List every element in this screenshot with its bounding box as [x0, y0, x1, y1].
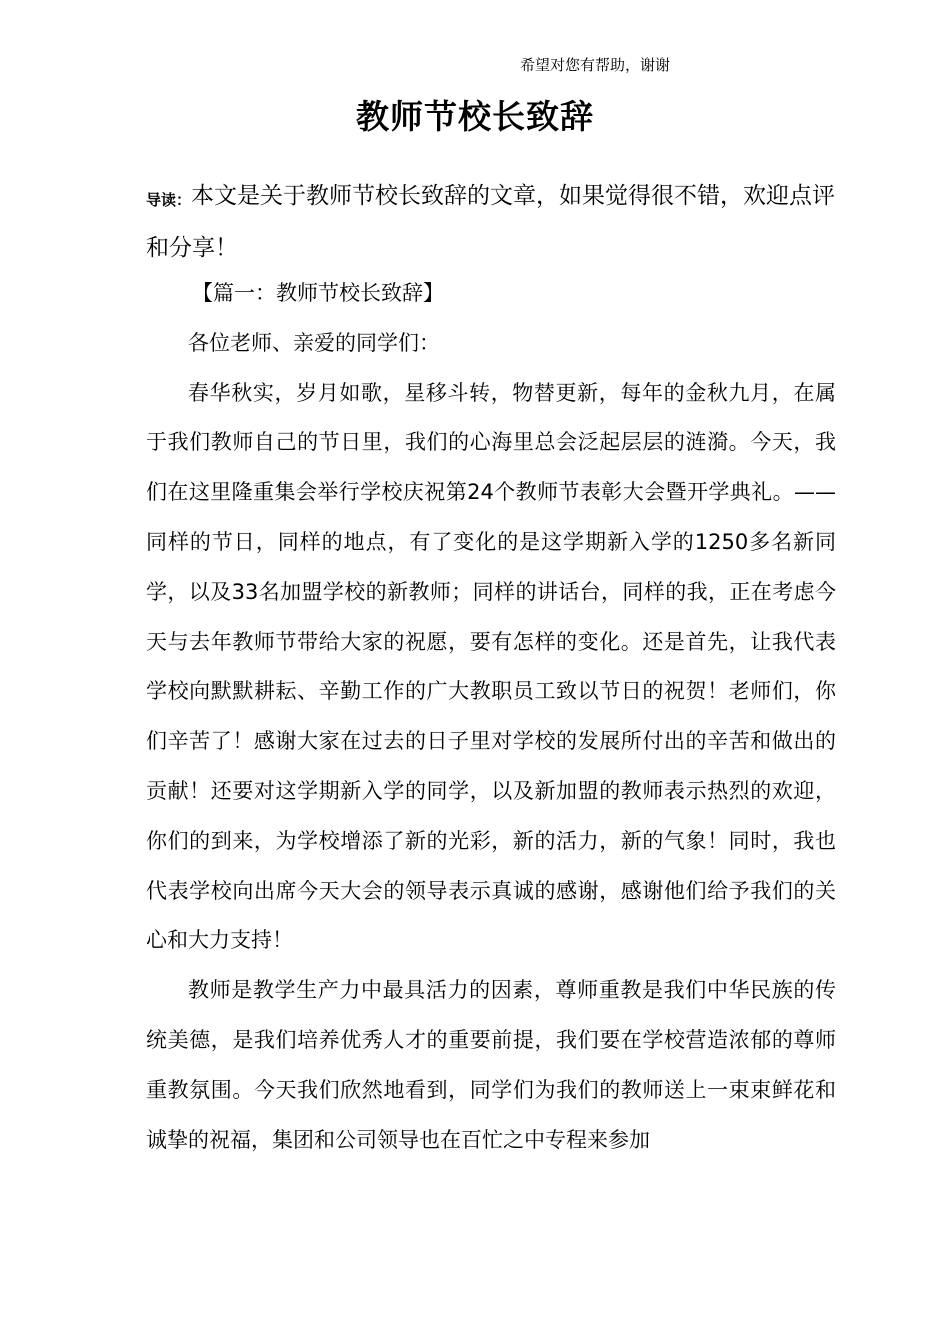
intro-label: 导读：	[146, 191, 192, 209]
document-title: 教师节校长致辞	[356, 97, 594, 136]
intro-text: 本文是关于教师节校长致辞的文章，如果觉得很不错，欢迎点评和分享！	[146, 183, 836, 261]
body-paragraph-1: 春华秋实，岁月如歌，星移斗转，物替更新，每年的金秋九月，在属于我们教师自己的节日里，我们的心海里总会泛起层层的涟漪。今天，我们在这里隆重集会举行学校庆祝第24个教师节表彰大会暨开学典礼。——同样的节日，同样的地点，有了变化的是这学期新入学的1250多名新同学，以及33名加盟学校的新教师；同样的讲话台，同样的我，正在考虑今天与去年教师节带给大家的祝愿，要有怎样的变化。还是首先，让我代表学校向默默耕耘、辛勤工作的广大教职员工致以节日的祝贺！老师们，你们辛苦了！感谢大家在过去的日子里对学校的发展所付出的辛苦和做出的贡献！还要对这学期新入学的同学，以及新加盟的教师表示热烈的欢迎，你们的到来，为学校增添了新的光彩，新的活力，新的气象！同时，我也代表学校向出席今天大会的领导表示真诚的感谢，感谢他们给予我们的关心和大力支持！	[146, 380, 836, 953]
intro-block	[146, 172, 836, 272]
salutation: 各位老师、亲爱的同学们：	[188, 330, 440, 355]
body-paragraph-2: 教师是教学生产力中最具活力的因素，尊师重教是我们中华民族的传统美德，是我们培养优秀人才的重要前提，我们要在学校营造浓郁的尊师重教氛围。今天我们欣然地看到，同学们为我们的教师送上一束束鲜花和诚挚的祝福，集团和公司领导也在百忙之中专程来参加	[146, 978, 836, 1152]
section-heading: 【篇一：教师节校长致辞】	[192, 281, 444, 305]
header-note: 希望对您有帮助，谢谢	[520, 56, 671, 74]
document-body	[146, 269, 836, 1165]
